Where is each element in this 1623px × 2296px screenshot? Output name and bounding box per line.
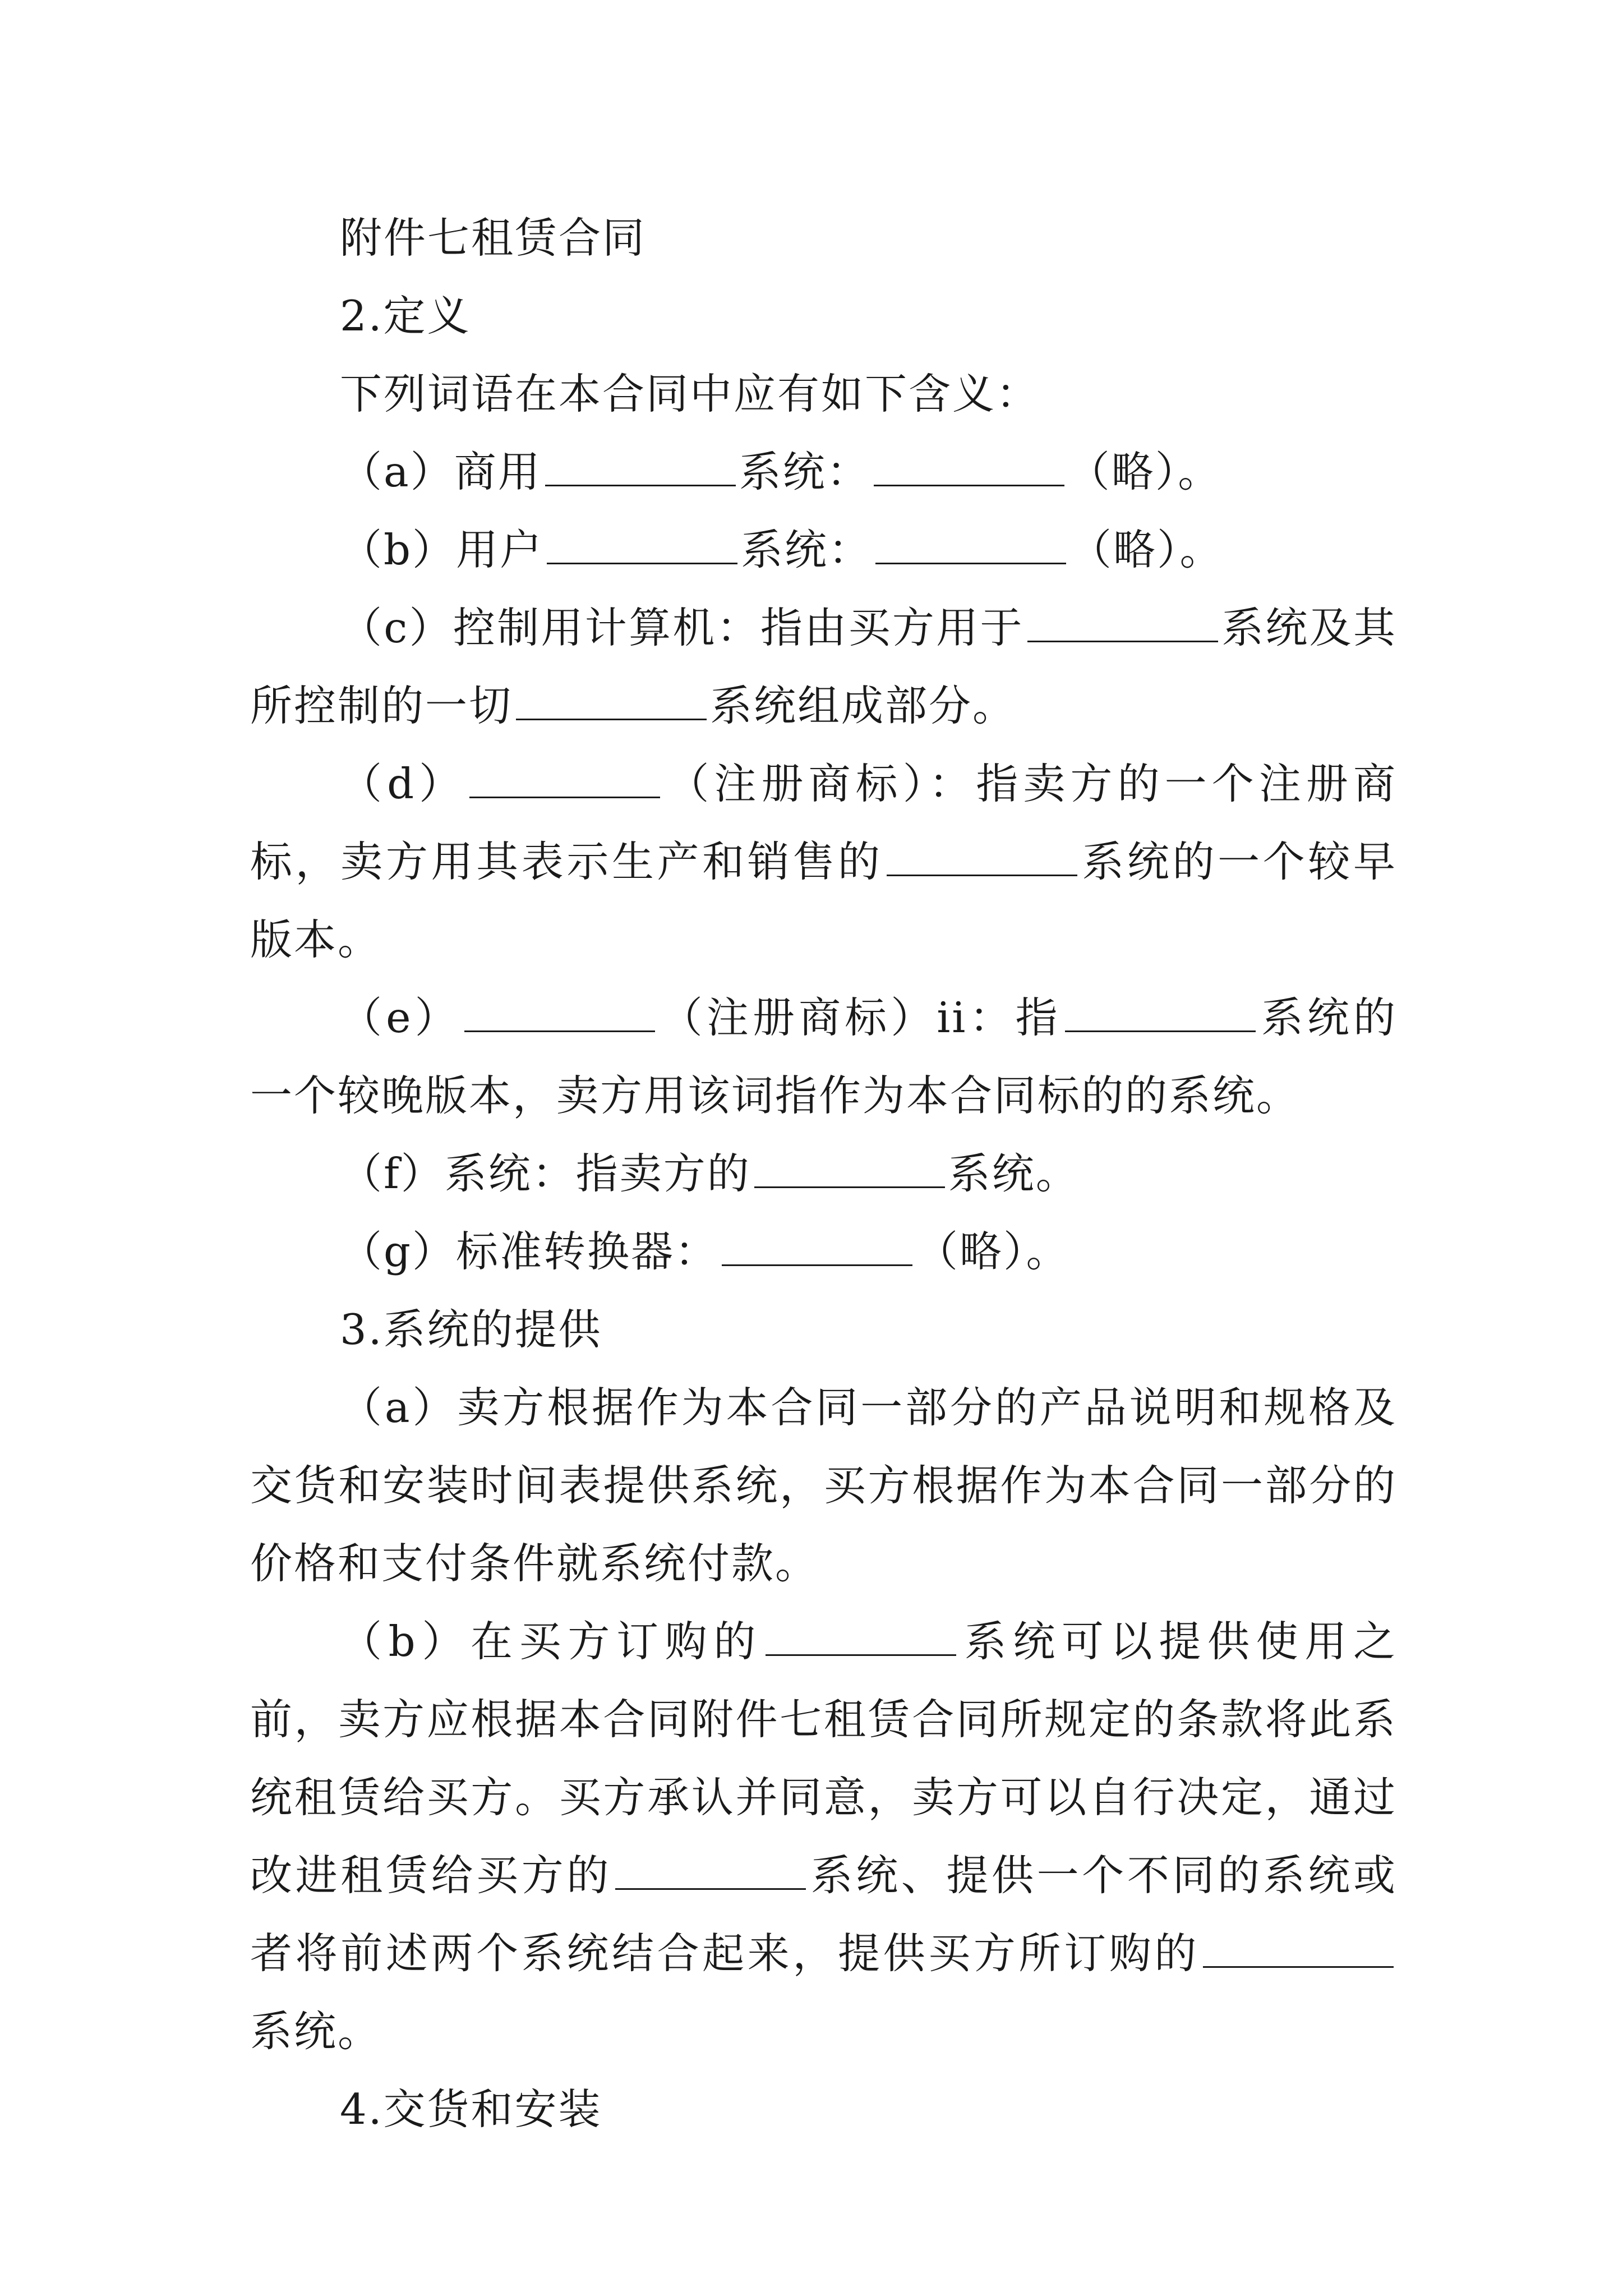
definition-item-a: （a）商用 系统： （略）。 — [340, 447, 1222, 496]
supply-item-b: （b）在买方订购的 系统可以提供使用之前，卖方应根据本合同附件七租赁合同所规定的条款将此系统租赁给买方。买方承认并同意，卖方可以自行决定，通过改进租赁给买方的 系统、提供一个不同的系统或者将前述两个系统结合起来，提供买方所订购的系统。 — [250, 1617, 1397, 2056]
document-title: 附件七租赁合同 — [340, 213, 647, 263]
fill-blank — [875, 528, 1066, 564]
definition-item-d: （d） （注册商标）：指卖方的一个注册商标，卖方用其表示生产和销售的 系统的一个较早版本。 — [250, 759, 1397, 964]
fill-blank — [887, 840, 1077, 876]
fill-blank — [1027, 606, 1218, 642]
fill-blank — [464, 996, 655, 1032]
fill-blank — [1203, 1931, 1394, 1968]
fill-blank — [547, 528, 737, 564]
definition-item-g: （g）标准转换器： （略）。 — [340, 1227, 1070, 1276]
fill-blank — [615, 1853, 806, 1890]
definition-item-b: （b）用户 系统： （略）。 — [340, 525, 1224, 574]
fill-blank — [516, 684, 707, 720]
section-heading-delivery: 4.交货和安装 — [340, 2085, 602, 2134]
definition-item-e: （e） （注册商标）ii：指 系统的一个较晚版本，卖方用该词指作为本合同标的的系统。 — [250, 993, 1397, 1120]
definitions-intro: 下列词语在本合同中应有如下含义： — [340, 369, 1040, 418]
definition-item-f: （f）系统：指卖方的 系统。 — [340, 1149, 1080, 1198]
fill-blank — [1065, 996, 1256, 1032]
section-heading-definitions: 2.定义 — [340, 291, 471, 341]
document-body — [250, 199, 1397, 2148]
fill-blank — [874, 450, 1064, 486]
fill-blank — [469, 762, 660, 798]
fill-blank — [722, 1230, 912, 1266]
definition-item-c: （c）控制用计算机：指由买方用于 系统及其所控制的一切 系统组成部分。 — [250, 603, 1397, 730]
fill-blank — [766, 1619, 956, 1656]
fill-blank — [754, 1152, 945, 1188]
fill-blank — [545, 450, 736, 486]
section-heading-system-supply: 3.系统的提供 — [340, 1305, 602, 1354]
supply-item-a: （a）卖方根据作为本合同一部分的产品说明和规格及交货和安装时间表提供系统，买方根据作为本合同一部分的价格和支付条件就系统付款。 — [250, 1383, 1397, 1588]
